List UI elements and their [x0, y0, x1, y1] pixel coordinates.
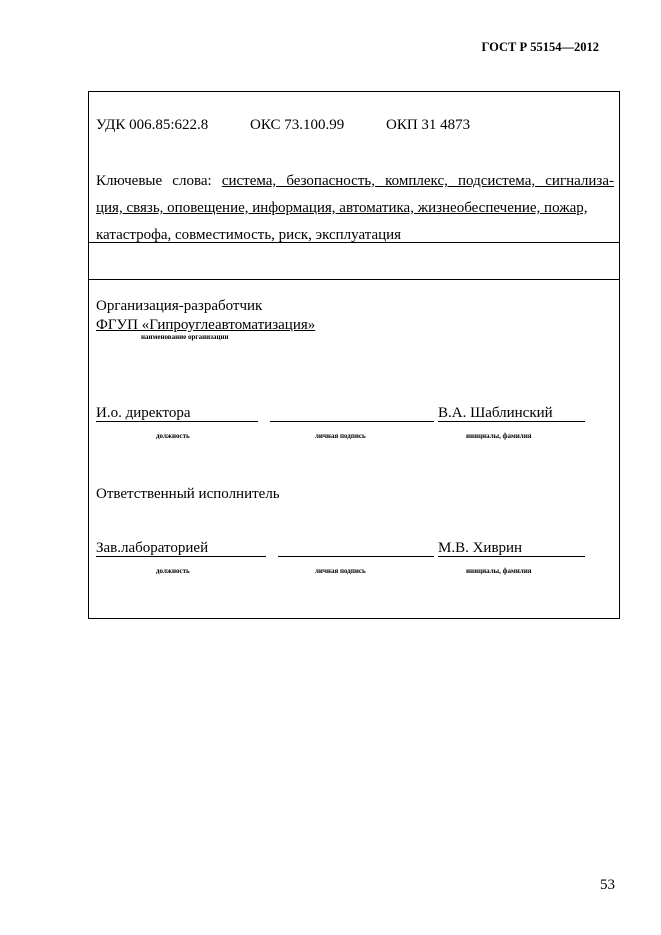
director-name: В.А. Шаблинский — [438, 405, 553, 421]
director-position-line — [96, 421, 258, 422]
executor-caption-name: инициалы, фамилия — [466, 567, 532, 575]
executor-signature-line — [278, 556, 434, 557]
organization-caption: наименование организации — [141, 333, 229, 341]
organization-label: Организация-разработчик — [96, 298, 263, 314]
executor-name-line — [438, 556, 585, 557]
udk-code: УДК 006.85:622.8 — [96, 117, 209, 133]
keywords-line-2 — [96, 200, 614, 217]
keywords-text-1: система, безопасность, комплекс, подсистема, сигнализа- — [221, 173, 614, 189]
director-signature-line — [270, 421, 434, 422]
executor-caption-position: должность — [156, 567, 190, 575]
keywords-underline — [96, 242, 613, 243]
executor-label: Ответственный исполнитель — [96, 486, 280, 502]
keywords-label: Ключевые слова: — [96, 173, 212, 189]
page-number: 53 — [600, 877, 615, 893]
oks-code: ОКС 73.100.99 — [250, 117, 345, 133]
director-caption-signature: личная подпись — [315, 432, 366, 440]
frame-divider-bottom — [89, 279, 619, 280]
director-caption-position: должность — [156, 432, 190, 440]
okp-code: ОКП 31 4873 — [386, 117, 471, 133]
keywords-text-2: ция, связь, оповещение, информация, автоматика, жизнеобеспечение, пожар, — [96, 200, 588, 216]
keywords-text-3: катастрофа, совместимость, риск, эксплуатация — [96, 227, 402, 243]
keywords-line-1 — [96, 173, 614, 190]
executor-caption-signature: личная подпись — [315, 567, 366, 575]
executor-name: М.В. Хиврин — [438, 540, 523, 556]
director-position: И.о. директора — [96, 405, 191, 421]
document-code: ГОСТ Р 55154—2012 — [481, 40, 599, 54]
director-name-line — [438, 421, 585, 422]
director-caption-name: инициалы, фамилия — [466, 432, 532, 440]
executor-position: Зав.лабораторией — [96, 540, 209, 556]
organization-name: ФГУП «Гипроуглеавтоматизация» — [96, 317, 316, 333]
executor-position-line — [96, 556, 266, 557]
